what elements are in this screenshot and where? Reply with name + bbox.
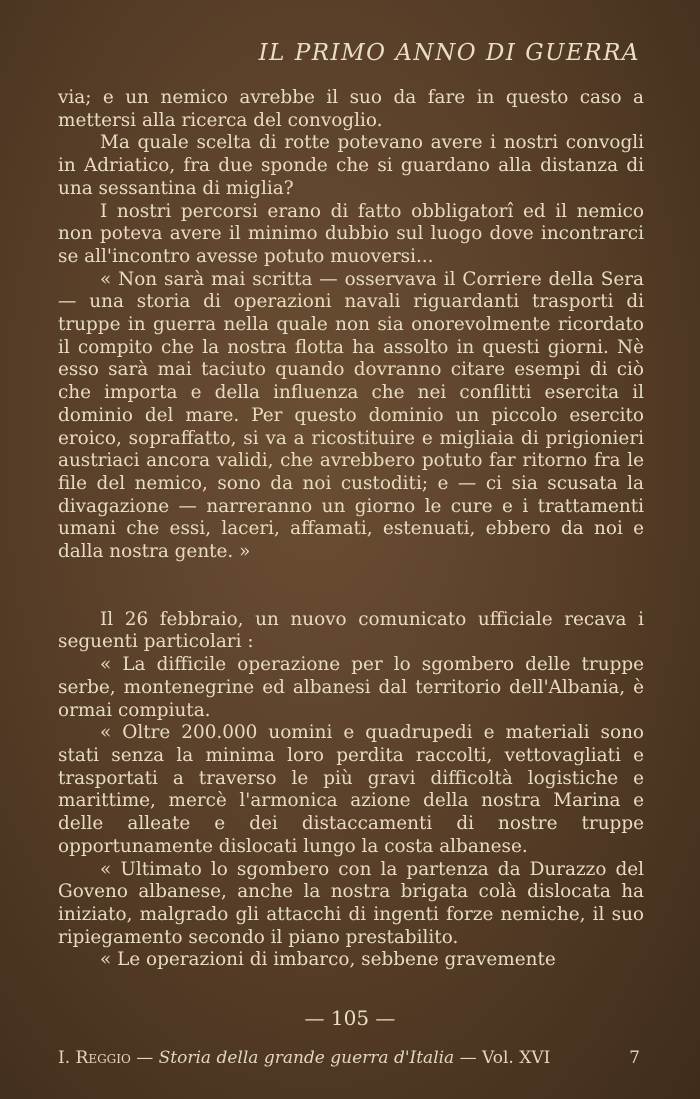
page-footer [58, 1048, 640, 1068]
body-text [58, 87, 644, 972]
paragraph-1: via; e un nemico avrebbe il suo da fare in questo caso a mettersi alla ricerca del convoglio. [58, 87, 644, 131]
footer-citation [58, 1048, 550, 1068]
paragraph-4-quote: « Non sarà mai scritta — osservava il Corriere della Sera — una storia di operazioni navali riguardanti trasporti di truppe in guerra nella quale non sia onorevolmente ricordato il compito che la nostra flotta ha assolto in questi giorni. Nè esso sarà mai taciuto quando dovranno citare esempi di ciò che importa e della influenza che nei conflitti esercita il dominio del mare. Per questo dominio un piccolo esercito eroico, sopraffatto, si va a ricostituire e migliaia di prigionieri austriaci ancora validi, che avrebbero potuto far ritorno fra le file del nemico, sono da noi custoditi; e — ci sia scusata la divagazione — narreranno un giorno le cure e i trattamenti umani che essi, laceri, affamati, estenuati, ebbero da noi e dalla nostra gente. » [58, 268, 644, 563]
paragraph-9-quote: « Le operazioni di imbarco, sebbene gravemente [100, 949, 556, 971]
paragraph-8-quote: « Ultimato lo sgombero con la partenza da Durazzo del Goveno albanese, anche la nostra brigata colà dislocata ha iniziato, malgrado gli attacchi di ingenti forze nemiche, il suo ripiegamento secondo il piano prestabilito. [58, 858, 644, 948]
page-number: — 105 — [304, 1006, 396, 1030]
paragraph-5: Il 26 febbraio, un nuovo comunicato ufficiale recava i seguenti particolari : [58, 608, 644, 653]
footer-signature: 7 [629, 1048, 640, 1068]
paragraph-gap [58, 564, 644, 609]
footer-author: I. Reggio [58, 1048, 131, 1068]
paragraph-3: I nostri percorsi erano di fatto obbligatorî ed il nemico non poteva avere il minimo dubbio sul luogo dove incontrarci se all'incontro avesse potuto muoversi... [58, 200, 644, 267]
footer-dash: — [459, 1048, 477, 1068]
footer-volume: Vol. XVI [482, 1048, 551, 1068]
paragraph-2: Ma quale scelta di rotte potevano avere i nostri convogli in Adriatico, fra due sponde che si guardano alla distanza di una sessantina di miglia? [58, 132, 644, 199]
paragraph-7-quote: « Oltre 200.000 uomini e quadrupedi e materiali sono stati senza la minima loro perdita raccolti, vettovagliati e trasportati a traverso le più gravi difficoltà logistiche e marittime, mercè l'armonica azione della nostra Marina e delle alleate e dei distaccamenti di nostre truppe opportunamente dislocati lungo la costa albanese. [58, 722, 644, 857]
footer-dash: — [136, 1048, 154, 1068]
running-title: IL PRIMO ANNO DI GUERRA [258, 40, 640, 66]
paragraph-6-quote: « La difficile operazione per lo sgombero delle truppe serbe, montenegrine ed albanesi dal territorio dell'Albania, è ormai compiuta. [58, 654, 644, 721]
footer-book-title: Storia della grande guerra d'Italia [158, 1048, 455, 1068]
